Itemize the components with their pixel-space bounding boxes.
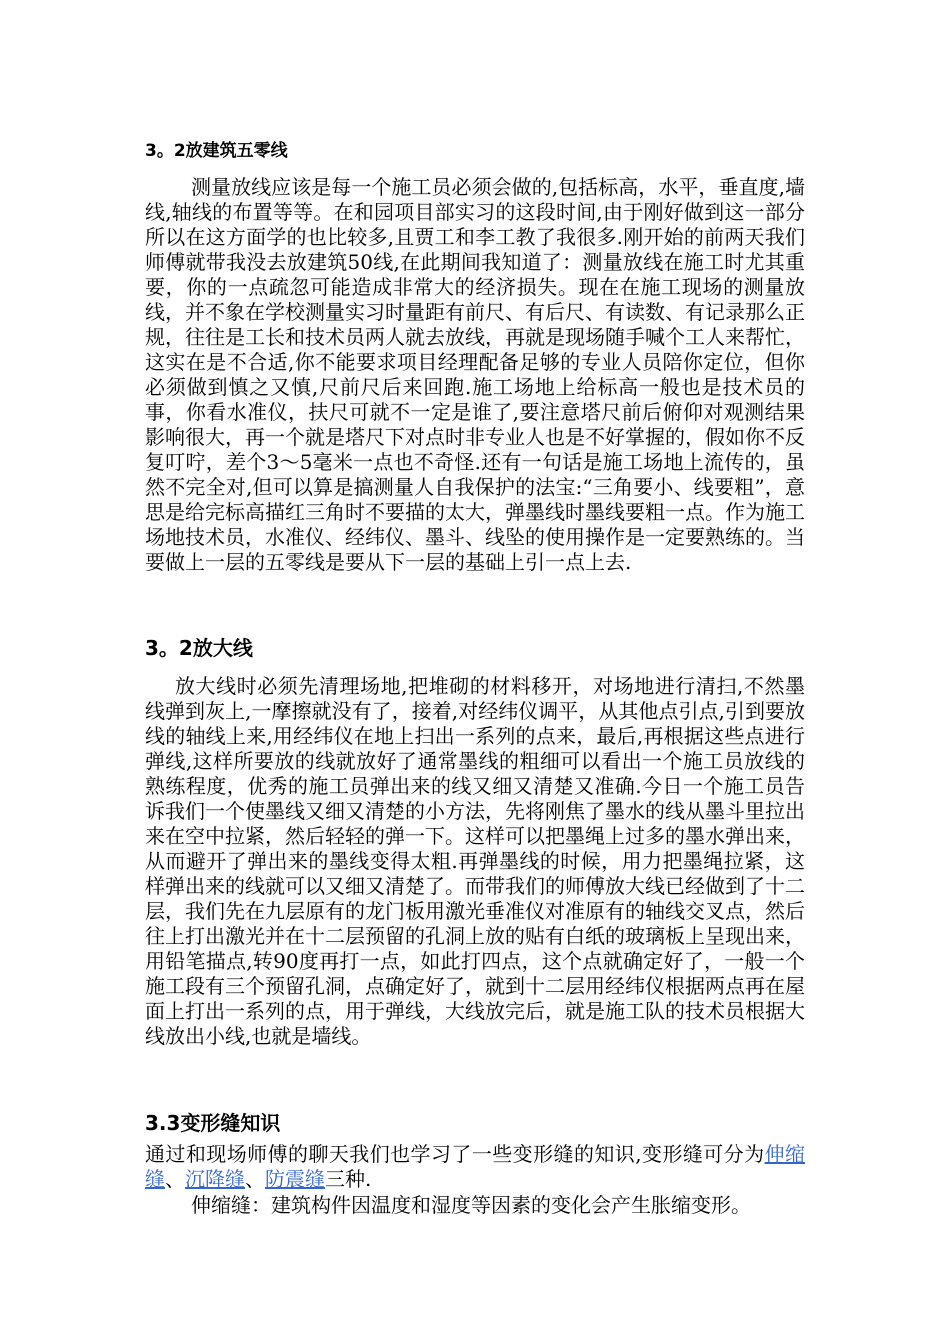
- paragraph-fifty-line: 测量放线应该是每一个施工员必须会做的,包括标高，水平，垂直度,墙线,轴线的布置等等。在和园项目部实习的这段时间,由于刚好做到这一部分所以在这方面学的也比较多,且贾工和李工教了我很多.刚开始的前两天我们师傅就带我没去放建筑50线,在此期间我知道了：测量放线在施工时尤其重要，你的一点疏忽可能造成非常大的经济损失。现在在施工现场的测量放线，并不象在学校测量实习时量距有前尺、有后尺、有读数、有记录那么正规，往往是工长和技术员两人就去放线，再就是现场随手喊个工人来帮忙，这实在是不合适,你不能要求项目经理配备足够的专业人员陪你定位，但你必须做到慎之又慎,尺前尺后来回跑.施工场地上给标高一般也是技术员的事，你看水准仪，扶尺可就不一定是谁了,要注意塔尺前后俯仰对观测结果影响很大，再一个就是塔尺下对点时非专业人也是不好掌握的，假如你不反复叮咛，差个3～5毫米一点也不奇怪.还有一句话是施工场地上流传的，虽然不完全对,但可以算是搞测量人自我保护的法宝:“三角要小、线要粗”，意思是给完标高描红三角时不要描的太大，弹墨线时墨线要粗一点。作为施工场地技术员，水准仪、经纬仪、墨斗、线坠的使用操作是一定要熟练的。当要做上一层的五零线是要从下一层的基础上引一点上去.: [145, 175, 805, 574]
- link-seismic-joint[interactable]: 防震缝: [265, 1167, 325, 1191]
- paragraph-big-line: 放大线时必须先清理场地,把堆砌的材料移开，对场地进行清扫,不然墨线弹到灰上,一摩擦就没有了，接着,对经纬仪调平，从其他点引点,引到要放线的轴线上来,用经纬仪在地上扫出一系列的点来，最后,再根据这些点进行弹线,这样所要放的线就放好了通常墨线的粗细可以看出一个施工员放线的熟练程度，优秀的施工员弹出来的线又细又清楚又准确.今日一个施工员告诉我们一个使墨线又细又清楚的小方法，先将刚焦了墨水的线从墨斗里拉出来在空中拉紧，然后轻轻的弹一下。这样可以把墨绳上过多的墨水弹出来，从而避开了弹出来的墨线变得太粗.再弹墨线的时候，用力把墨绳拉紧，这样弹出来的线就可以又细又清楚了。而带我们的师傅放大线已经做到了十二层，我们先在九层原有的龙门板用激光垂准仪对准原有的轴线交叉点，然后往上打出激光并在十二层预留的孔洞上放的贴有白纸的玻璃板上呈现出来，用铅笔描点,转90度再打一点，如此打四点，这个点就确定好了，一般一个施工段有三个预留孔洞，点确定好了，就到十二层用经纬仪根据两点再在屋面上打出一系列的点，用于弹线，大线放完后，就是施工队的技术员根据大线放出小线,也就是墙线。: [145, 674, 805, 1048]
- section-heading-big-line: [145, 633, 805, 663]
- link-settlement-joint[interactable]: 沉降缝: [185, 1167, 245, 1191]
- heading-text: 放大线: [192, 636, 253, 660]
- section-heading-fifty-line: [145, 139, 805, 163]
- intro-text: 通过和现场师傅的聊天我们也学习了一些变形缝的知识,变形缝可分为: [145, 1142, 765, 1166]
- section-heading-deformation-joint: [145, 1108, 805, 1138]
- heading-text: 放建筑五零线: [185, 141, 288, 161]
- heading-number: 3。2: [145, 141, 186, 161]
- intro-suffix: 三种.: [325, 1167, 372, 1191]
- heading-text: 变形缝知识: [180, 1111, 281, 1135]
- paragraph-joint-intro: [145, 1142, 805, 1192]
- heading-number: 3。2: [145, 636, 193, 660]
- separator: 、: [165, 1167, 185, 1191]
- paragraph-expansion-joint: 伸缩缝：建筑构件因温度和湿度等因素的变化会产生胀缩变形。: [191, 1193, 751, 1217]
- heading-number: 3.3: [145, 1111, 181, 1135]
- separator: 、: [245, 1167, 265, 1191]
- link-expansion-joint[interactable]: 伸缩缝: [145, 1142, 806, 1191]
